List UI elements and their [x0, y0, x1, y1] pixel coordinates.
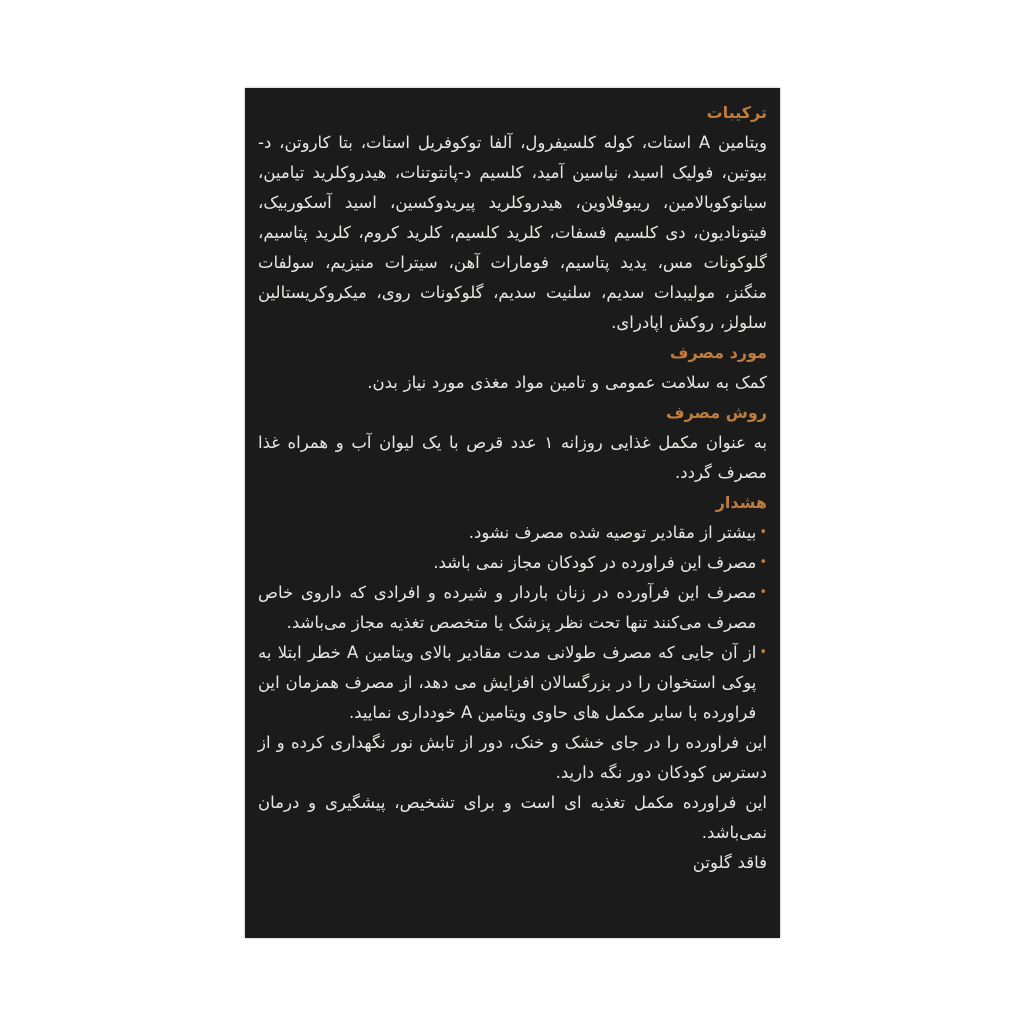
- bullet-dot-icon: •: [759, 525, 767, 540]
- bullet-dot-icon: •: [759, 645, 767, 660]
- label-paragraph: ویتامین A استات، کوله کلسیفرول، آلفا توکوفریل استات، بتا کاروتن، د-بیوتین، فولیک اسید، نیاسین آمید، کلسیم د-پانتوتنات، هیدروکلرید تیامین، سیانوکوبالامین، ریبوفلاوین، هیدروکلرید پیریدوکسین، اسید آسکوربیک، فیتونادیون، دی کلسیم فسفات، کلرید کلسیم، کلرید کروم، کلرید پتاسیم، گلوکونات مس، یدید پتاسیم، فومارات آهن، سیترات منیزیم، سولفات منگنز، مولیبدات سدیم، سلنیت سدیم، گلوکونات روی، میکروکریستالین سلولز، روکش اپادرای.: [258, 133, 767, 332]
- bullet-text: بیشتر از مقادیر توصیه شده مصرف نشود.: [468, 523, 757, 542]
- warning-bullet-item: [258, 548, 767, 578]
- warning-bullet-item: [258, 518, 767, 548]
- label-paragraph: کمک به سلامت عمومی و تامین مواد مغذی مورد نیاز بدن.: [367, 373, 767, 392]
- section-header: روش مصرف: [665, 403, 767, 422]
- label-paragraph: فاقد گلوتن: [692, 853, 767, 872]
- bullet-dot-icon: •: [759, 555, 767, 570]
- label-paragraph: این فراورده را در جای خشک و خنک، دور از تابش نور نگهداری کرده و از دسترس کودکان دور نگه دارید.: [258, 733, 767, 782]
- bullet-text: مصرف این فرآورده در زنان باردار و شیرده و افرادی که داروی خاص مصرف می‌کنند تنها تحت نظر پزشک یا متخصص تغذیه مجاز می‌باشد.: [258, 583, 757, 632]
- warning-bullet-item: [258, 638, 767, 728]
- bullet-text: مصرف این فراورده در کودکان مجاز نمی باشد.: [433, 553, 757, 572]
- bullet-text: از آن جایی که مصرف طولانی مدت مقادیر بالای ویتامین A خطر ابتلا به پوکی استخوان را در بزرگسالان افزایش می دهد، از مصرف همزمان این فراورده با سایر مکمل های حاوی ویتامین A خودداری نمایید.: [258, 643, 757, 722]
- warning-bullet-item: [258, 578, 767, 638]
- section-header: ترکیبات: [706, 103, 767, 122]
- label-paragraph: این فراورده مکمل تغذیه ای است و برای تشخیص، پیشگیری و درمان نمی‌باشد.: [258, 793, 767, 842]
- section-header: مورد مصرف: [669, 343, 767, 362]
- label-paragraph: به عنوان مکمل غذایی روزانه ۱ عدد قرص با یک لیوان آب و همراه غذا مصرف گردد.: [258, 433, 768, 482]
- section-header: هشدار: [715, 493, 767, 512]
- bullet-dot-icon: •: [759, 585, 767, 600]
- supplement-label-card: [245, 88, 780, 938]
